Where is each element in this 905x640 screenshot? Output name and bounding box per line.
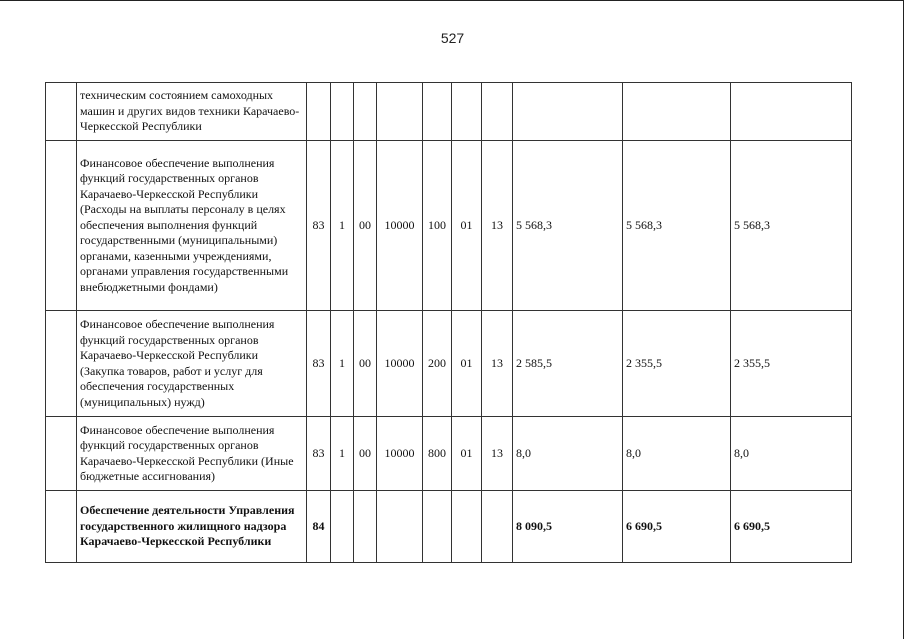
code-cell	[377, 83, 423, 141]
amount-cell: 5 568,3	[623, 141, 731, 311]
code-cell: 83	[307, 417, 331, 491]
code-cell: 10000	[377, 311, 423, 417]
code-cell: 01	[452, 311, 482, 417]
code-cell: 00	[354, 311, 377, 417]
code-cell: 83	[307, 141, 331, 311]
amount-cell: 6 690,5	[623, 491, 731, 563]
amount-cell: 8,0	[623, 417, 731, 491]
amount-cell: 2 355,5	[623, 311, 731, 417]
table-row	[46, 83, 852, 141]
amount-cell: 8,0	[731, 417, 852, 491]
row-name-cell: Финансовое обеспечение выполнения функций государственных органов Карачаево-Черкесской Республики (Иные бюджетные ассигнования)	[77, 417, 307, 491]
code-cell	[331, 491, 354, 563]
code-cell: 84	[307, 491, 331, 563]
table-row	[46, 491, 852, 563]
page-number: 527	[440, 30, 465, 46]
code-cell: 00	[354, 417, 377, 491]
table-row	[46, 311, 852, 417]
row-index-cell	[46, 141, 77, 311]
code-cell: 800	[423, 417, 452, 491]
amount-cell	[731, 83, 852, 141]
code-cell	[331, 83, 354, 141]
code-cell	[452, 491, 482, 563]
table-row	[46, 417, 852, 491]
code-cell: 1	[331, 417, 354, 491]
code-cell	[482, 491, 513, 563]
code-cell: 13	[482, 141, 513, 311]
amount-cell	[623, 83, 731, 141]
code-cell: 1	[331, 311, 354, 417]
amount-cell: 8 090,5	[513, 491, 623, 563]
code-cell: 83	[307, 311, 331, 417]
code-cell: 01	[452, 417, 482, 491]
code-cell	[307, 83, 331, 141]
amount-cell: 5 568,3	[731, 141, 852, 311]
code-cell	[354, 491, 377, 563]
code-cell	[377, 491, 423, 563]
budget-table	[45, 82, 852, 563]
code-cell	[482, 83, 513, 141]
row-index-cell	[46, 417, 77, 491]
amount-cell: 5 568,3	[513, 141, 623, 311]
code-cell	[423, 491, 452, 563]
code-cell: 01	[452, 141, 482, 311]
code-cell: 00	[354, 141, 377, 311]
amount-cell: 2 355,5	[731, 311, 852, 417]
row-index-cell	[46, 491, 77, 563]
amount-cell	[513, 83, 623, 141]
code-cell: 10000	[377, 417, 423, 491]
code-cell	[423, 83, 452, 141]
code-cell: 200	[423, 311, 452, 417]
amount-cell: 6 690,5	[731, 491, 852, 563]
row-index-cell	[46, 311, 77, 417]
row-index-cell	[46, 83, 77, 141]
code-cell: 13	[482, 417, 513, 491]
row-name-cell: Обеспечение деятельности Управления государственного жилищного надзора Карачаево-Черкесской Республики	[77, 491, 307, 563]
code-cell: 13	[482, 311, 513, 417]
code-cell: 10000	[377, 141, 423, 311]
amount-cell: 2 585,5	[513, 311, 623, 417]
row-name-cell: техническим состоянием самоходных машин и других видов техники Карачаево-Черкесской Республики	[77, 83, 307, 141]
code-cell	[354, 83, 377, 141]
table-row	[46, 141, 852, 311]
code-cell: 1	[331, 141, 354, 311]
row-name-cell: Финансовое обеспечение выполнения функций государственных органов Карачаево-Черкесской Республики (Расходы на выплаты персоналу в целях обеспечения выполнения функций государственными (муниципальными) органами, казенными учреждениями, органами управления государственными внебюджетными фондами)	[77, 141, 307, 311]
amount-cell: 8,0	[513, 417, 623, 491]
code-cell	[452, 83, 482, 141]
code-cell: 100	[423, 141, 452, 311]
row-name-cell: Финансовое обеспечение выполнения функций государственных органов Карачаево-Черкесской Республики (Закупка товаров, работ и услуг для обеспечения государственных (муниципальных) нужд)	[77, 311, 307, 417]
